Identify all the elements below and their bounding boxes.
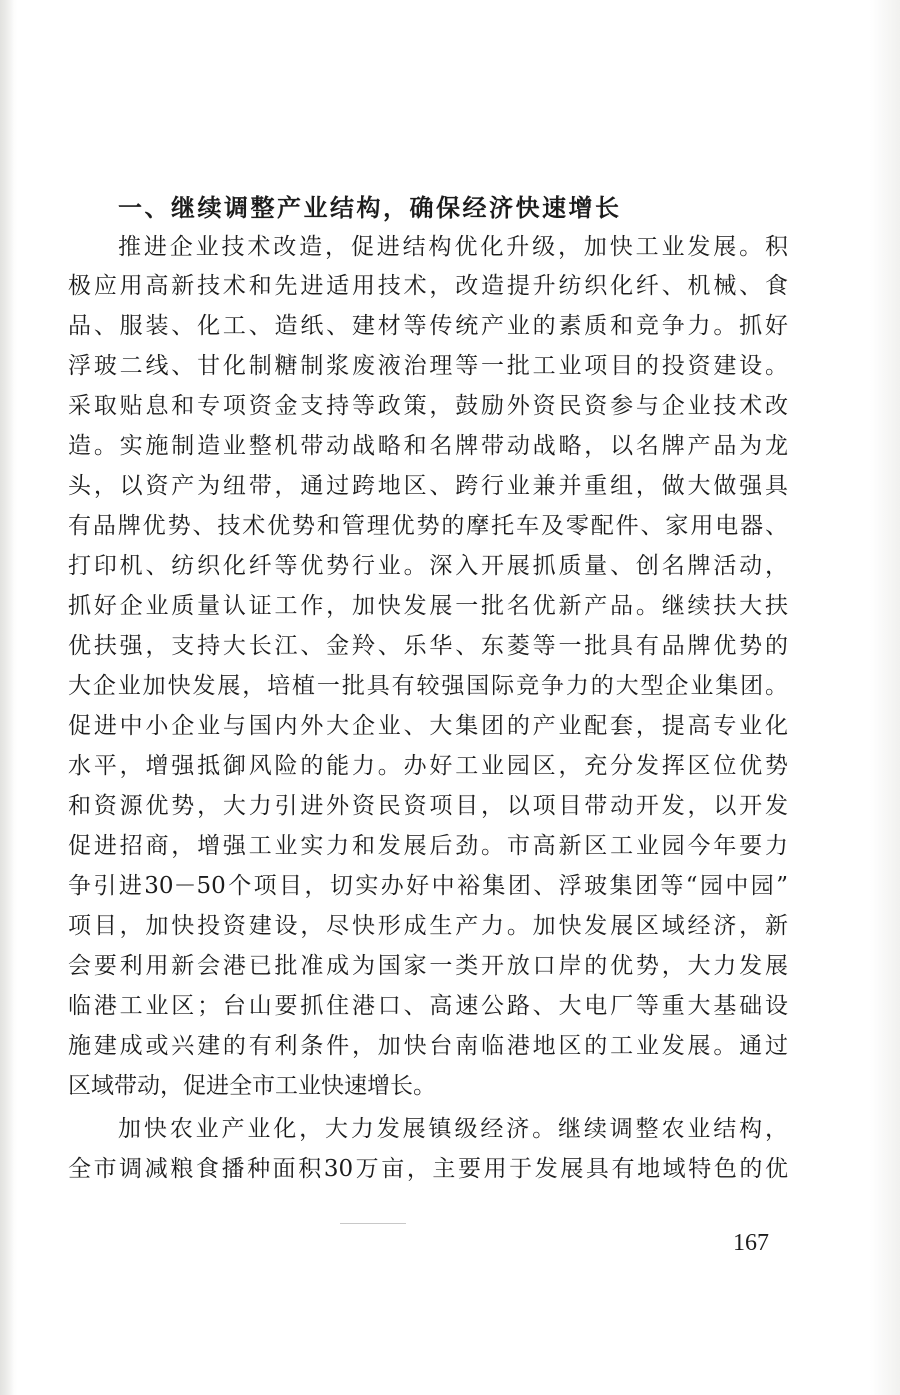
page-number: 167 <box>733 1230 769 1256</box>
text-line: 争引进30－50个项目，切实办好中裕集团、浮玻集团等“园中园” <box>68 873 788 899</box>
text-line: 优扶强，支持大长江、金羚、乐华、东菱等一批具有品牌优势的 <box>68 633 788 659</box>
text-line: 临港工业区；台山要抓住港口、高速公路、大电厂等重大基础设 <box>68 993 788 1019</box>
text-line: 施建成或兴建的有利条件，加快台南临港地区的工业发展。通过 <box>68 1033 788 1059</box>
text-line: 大企业加快发展，培植一批具有较强国际竞争力的大型企业集团。 <box>68 673 788 699</box>
text-line: 水平，增强抵御风险的能力。办好工业园区，充分发挥区位优势 <box>68 753 788 779</box>
scan-mark <box>340 1223 406 1224</box>
text-line: 项目，加快投资建设，尽快形成生产力。加快发展区域经济，新 <box>68 913 788 939</box>
text-line: 有品牌优势、技术优势和管理优势的摩托车及零配件、家用电器、 <box>68 513 788 539</box>
text-line: 品、服装、化工、造纸、建材等传统产业的素质和竞争力。抓好 <box>68 313 788 339</box>
text-line: 加快农业产业化，大力发展镇级经济。继续调整农业结构， <box>118 1116 788 1142</box>
scan-edge-shadow <box>0 0 14 1395</box>
text-line: 促进中小企业与国内外大企业、大集团的产业配套，提高专业化 <box>68 713 788 739</box>
text-line: 打印机、纺织化纤等优势行业。深入开展抓质量、创名牌活动， <box>68 553 788 579</box>
text-line: 会要利用新会港已批准成为国家一类开放口岸的优势，大力发展 <box>68 953 788 979</box>
text-line: 浮玻二线、甘化制糖制浆废液治理等一批工业项目的投资建设。 <box>68 353 788 379</box>
text-line: 极应用高新技术和先进适用技术，改造提升纺织化纤、机械、食 <box>68 273 788 299</box>
text-line: 头，以资产为纽带，通过跨地区、跨行业兼并重组，做大做强具 <box>68 473 788 499</box>
text-line: 采取贴息和专项资金支持等政策，鼓励外资民资参与企业技术改 <box>68 393 788 419</box>
text-line: 推进企业技术改造，促进结构优化升级，加快工业发展。积 <box>118 234 788 260</box>
text-line: 和资源优势，大力引进外资民资项目，以项目带动开发，以开发 <box>68 793 788 819</box>
text-line: 造。实施制造业整机带动战略和名牌带动战略，以名牌产品为龙 <box>68 433 788 459</box>
section-heading: 一、继续调整产业结构，确保经济快速增长 <box>118 194 622 222</box>
text-line: 区域带动，促进全市工业快速增长。 <box>68 1073 436 1099</box>
text-line: 促进招商，增强工业实力和发展后劲。市高新区工业园今年要力 <box>68 833 788 859</box>
text-line: 抓好企业质量认证工作，加快发展一批名优新产品。继续扶大扶 <box>68 593 788 619</box>
text-line: 全市调减粮食播种面积30万亩，主要用于发展具有地域特色的优 <box>68 1156 788 1182</box>
